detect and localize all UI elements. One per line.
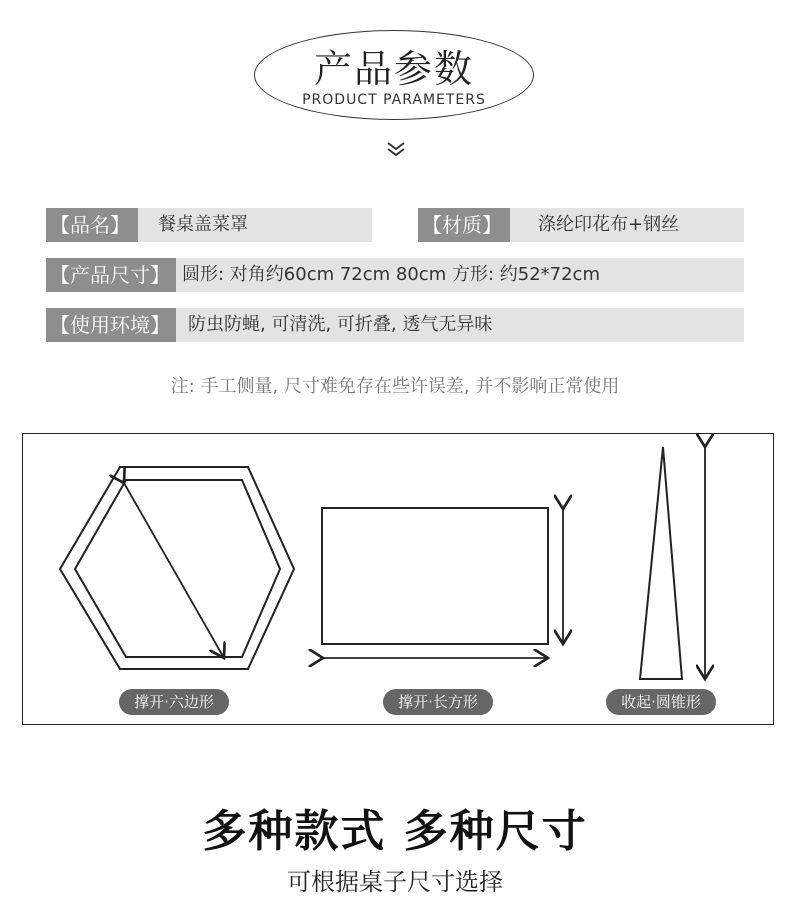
label-rectangle: 撑开·长方形 xyxy=(383,689,493,715)
shape-diagram xyxy=(22,433,774,725)
rectangle-shape xyxy=(322,508,563,658)
param-value-material: 涤纶印花布+钢丝 xyxy=(538,214,680,235)
param-tag-size: 【产品尺寸】 xyxy=(46,258,176,292)
param-value-size: 圆形: 对角约60cm 72cm 80cm 方形: 约52*72cm xyxy=(182,264,600,285)
footer-headline: 多种款式 多种尺寸 xyxy=(202,806,588,857)
page-title: 产品参数 xyxy=(313,47,474,91)
label-hexagon: 撑开·六边形 xyxy=(119,689,229,715)
param-tag-name: 【品名】 xyxy=(46,208,138,242)
footer-subline: 可根据桌子尺寸选择 xyxy=(287,868,503,896)
cone-shape xyxy=(640,447,705,679)
label-cone: 收起·圆锥形 xyxy=(606,689,716,715)
hexagon-shape xyxy=(60,467,294,669)
double-chevron-down-icon xyxy=(384,140,408,160)
measurement-note: 注: 手工侧量, 尺寸难免存在些许误差, 并不影响正常使用 xyxy=(170,376,620,397)
param-tag-env: 【使用环境】 xyxy=(46,308,176,342)
page-subtitle: PRODUCT PARAMETERS xyxy=(302,92,486,108)
param-tag-material: 【材质】 xyxy=(418,208,510,242)
param-value-name: 餐桌盖菜罩 xyxy=(158,214,248,235)
param-value-env: 防虫防蝇, 可清洗, 可折叠, 透气无异味 xyxy=(188,314,493,335)
